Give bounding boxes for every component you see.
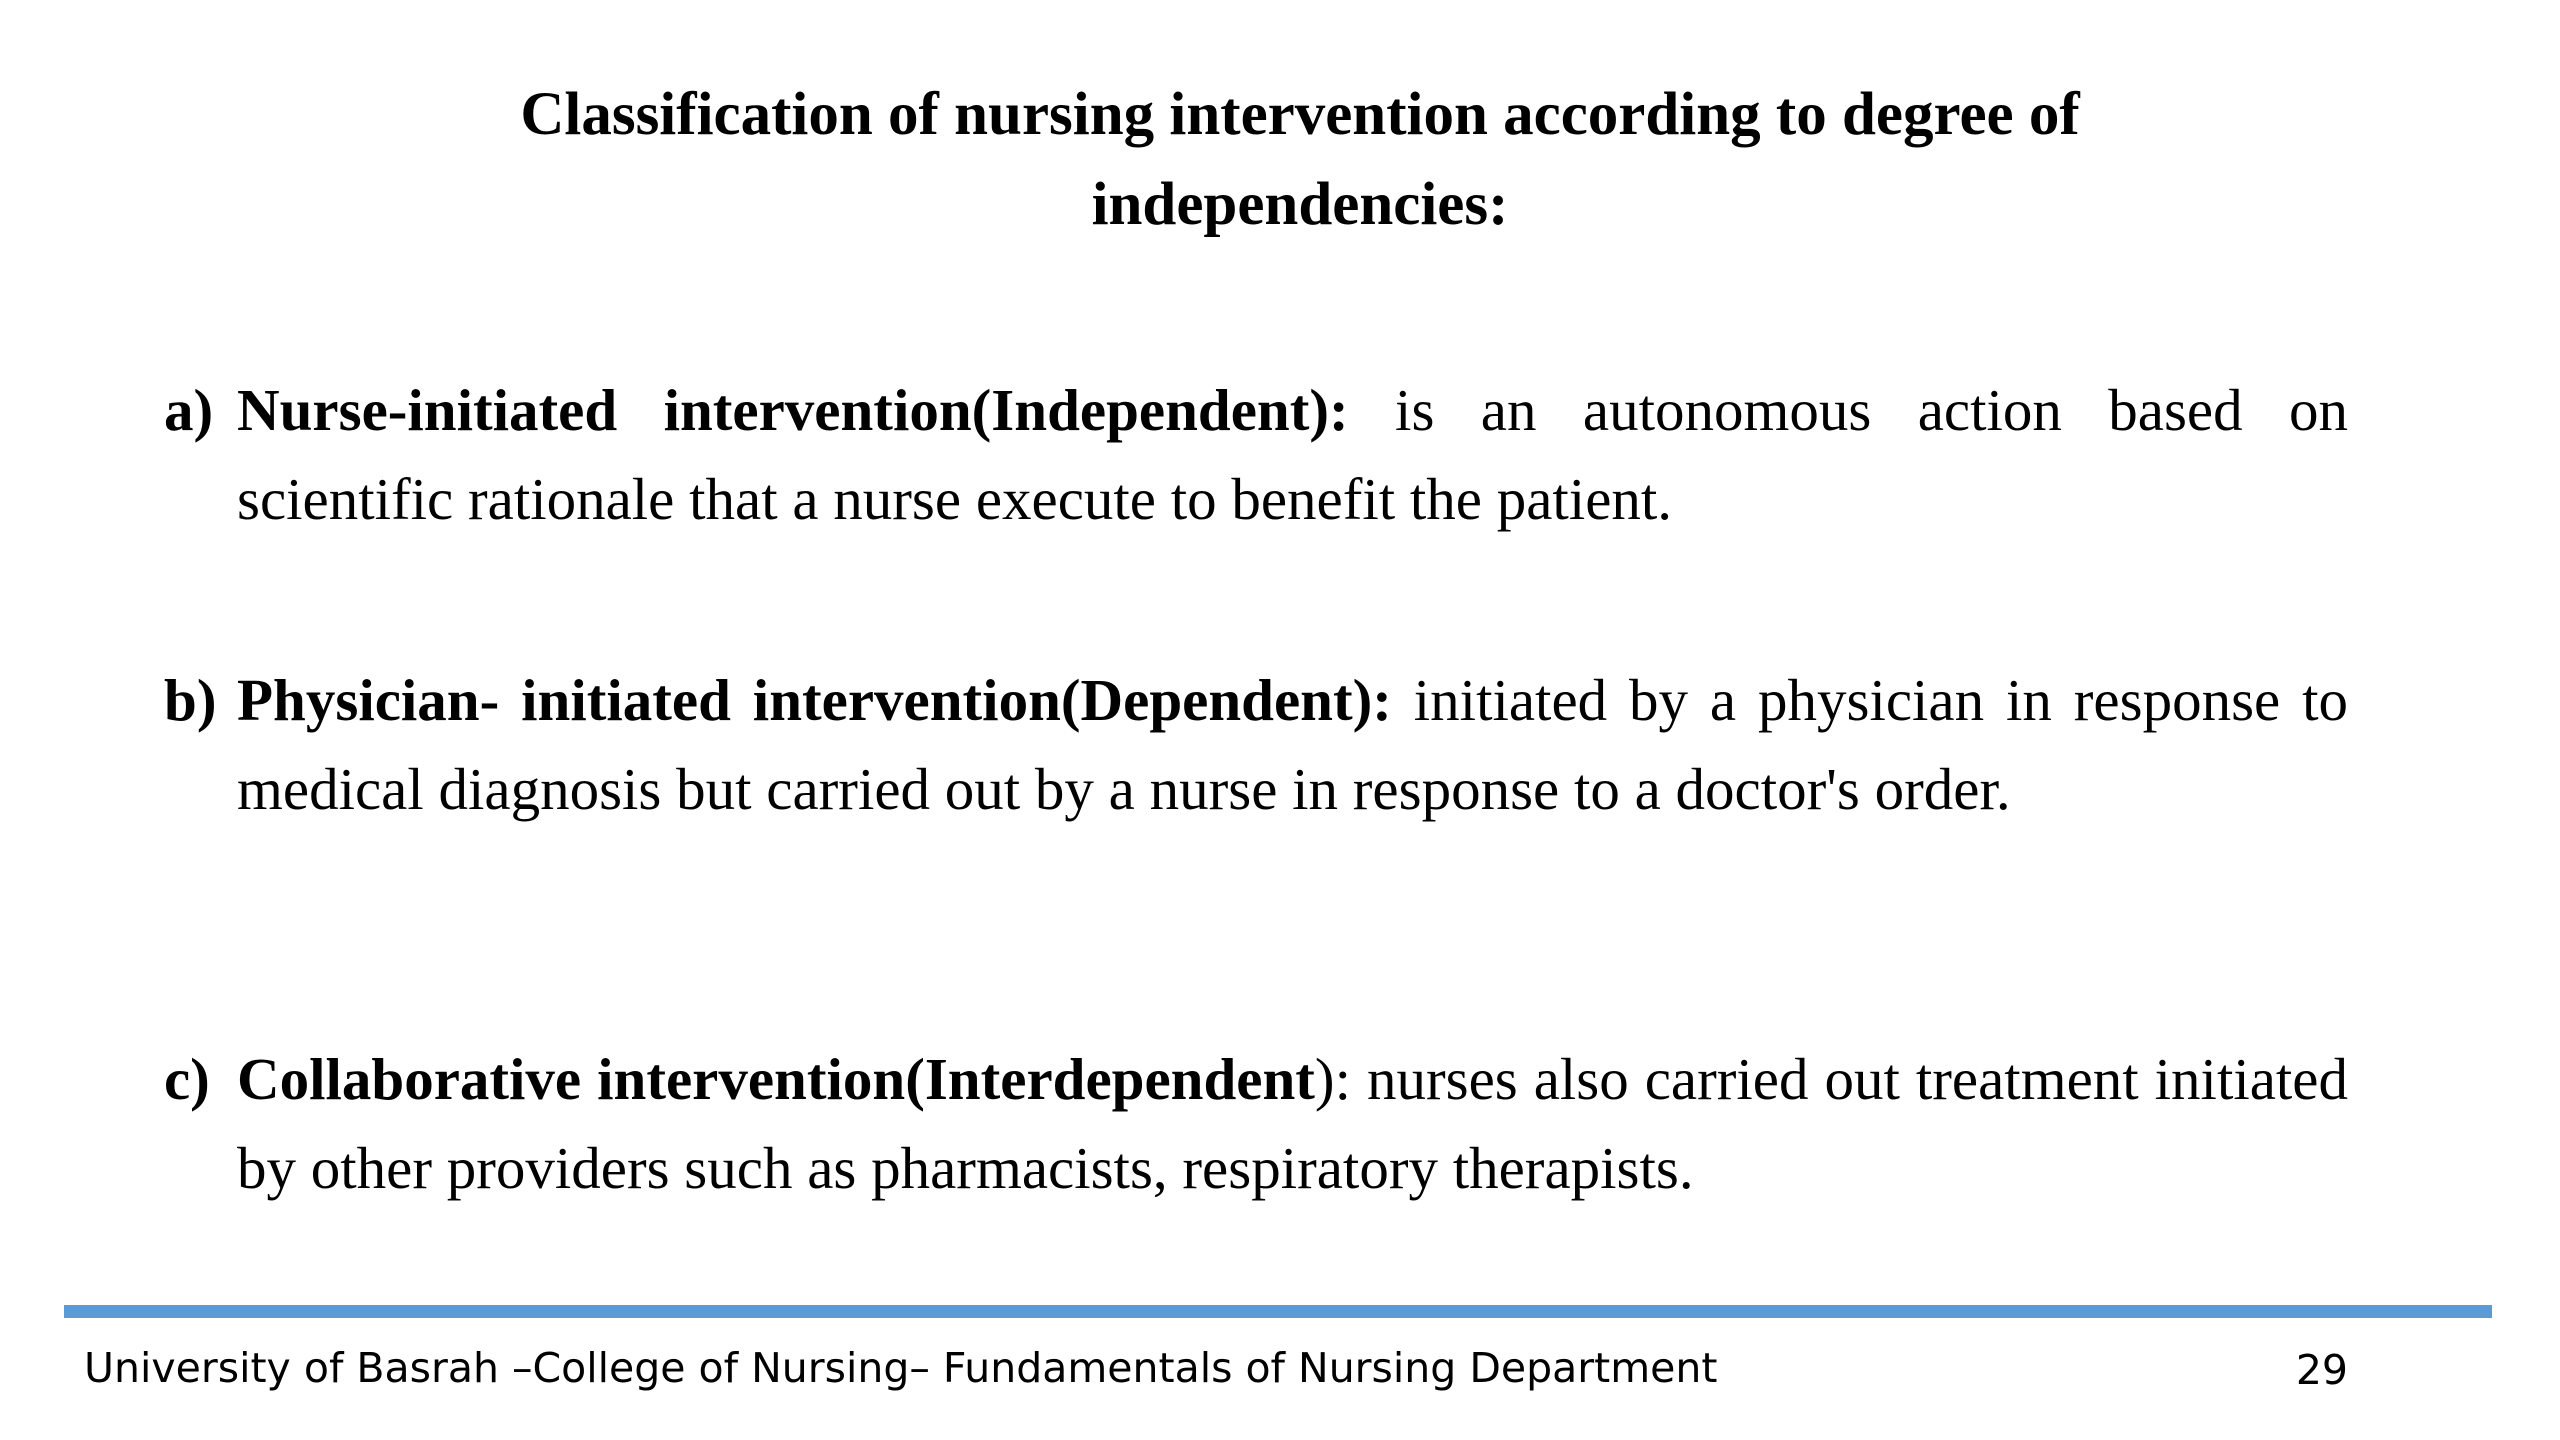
list-item-body	[237, 656, 2348, 834]
intervention-description: initiated by a physician in response to medical diagnosis but carried out by a nurse in response to a doctor's order.	[237, 667, 2348, 822]
list-marker: c)	[164, 1046, 210, 1112]
intervention-description: is an autonomous action based on scientific rationale that a nurse execute to benefit the patient.	[237, 377, 2348, 532]
intervention-term: Nurse-initiated intervention(Independent):	[237, 377, 1349, 443]
slide-title: Classification of nursing intervention according to degree of independencies:	[520, 81, 2080, 238]
page-number: 29	[2295, 1346, 2348, 1394]
list-item-independent	[164, 366, 2348, 544]
list-item-body	[237, 366, 2348, 544]
list-marker: b)	[164, 667, 217, 733]
list-item-dependent	[164, 656, 2348, 834]
list-item-interdependent	[164, 1035, 2348, 1213]
intervention-term: Physician- initiated intervention(Dependent):	[237, 667, 1392, 733]
list-item-body	[237, 1035, 2348, 1213]
intervention-term: Collaborative intervention(Interdependent	[237, 1046, 1315, 1112]
list-marker: a)	[164, 377, 214, 443]
intervention-description: ): nurses also carried out treatment initiated by other providers such as pharmacists, respiratory therapists.	[237, 1046, 2348, 1201]
footer-divider	[64, 1305, 2492, 1318]
footer-text: University of Basrah –College of Nursing– Fundamentals of Nursing Department	[84, 1344, 1718, 1392]
